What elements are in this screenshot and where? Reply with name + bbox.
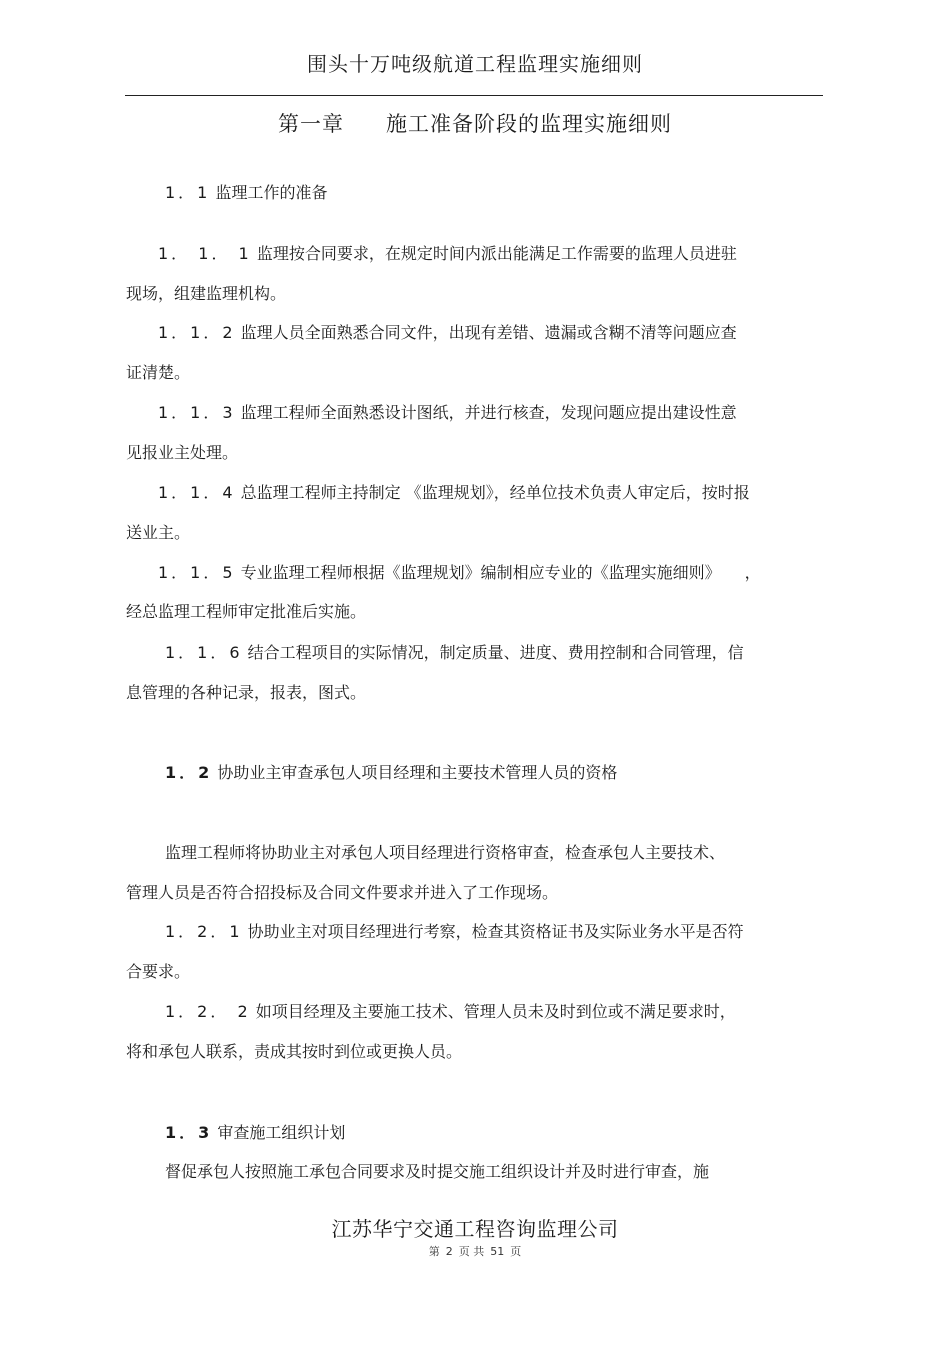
section-heading-1-2: [165, 762, 617, 784]
section-title: 协助业主审查承包人项目经理和主要技术管理人员的资格: [217, 763, 618, 782]
clause-1-1-3-continuation: 见报业主处理。: [126, 443, 239, 462]
page-mid: 页 共: [458, 1245, 485, 1258]
clause-1-1-2: [158, 322, 737, 344]
clause-text: 结合工程项目的实际情况，制定质量、进度、费用控制和合同管理，信: [247, 643, 744, 662]
clause-number: 1．1．5: [158, 563, 236, 582]
clause-1-1-5: [158, 562, 761, 584]
clause-number: 1．2．1: [165, 922, 243, 941]
clause-1-2-2-continuation: 将和承包人联系，责成其按时到位或更换人员。: [126, 1042, 463, 1061]
clause-1-1-2-continuation: 证清楚。: [126, 363, 191, 382]
clause-text: 专业监理工程师根据《监理规划》编制相应专业的《监理实施细则》 ，: [240, 563, 761, 582]
chapter-name: 施工准备阶段的监理实施细则: [386, 112, 672, 136]
clause-text: 总监理工程师主持制定 《监理规划》，经单位技术负责人审定后，按时报: [240, 483, 750, 502]
clause-text: 监理人员全面熟悉合同文件，出现有差错、遗漏或含糊不清等问题应查: [240, 323, 737, 342]
clause-1-1-1-continuation: 现场，组建监理机构。: [126, 284, 287, 303]
section-1-2-intro: 监理工程师将协助业主对承包人项目经理进行资格审查，检查承包人主要技术、: [165, 843, 726, 862]
clause-1-1-4-continuation: 送业主。: [126, 523, 191, 542]
section-title: 审查施工组织计划: [217, 1123, 346, 1142]
clause-1-1-5-continuation: 经总监理工程师审定批准后实施。: [126, 602, 367, 621]
document-header-title: 围头十万吨级航道工程监理实施细则: [307, 52, 643, 76]
clause-1-1-3: [158, 402, 737, 424]
clause-text: 如项目经理及主要施工技术、管理人员未及时到位或不满足要求时，: [255, 1002, 736, 1021]
section-number: 1．2: [165, 763, 213, 782]
clause-text: 协助业主对项目经理进行考察，检查其资格证书及实际业务水平是否符: [247, 922, 744, 941]
clause-1-1-4: [158, 482, 750, 504]
page-suffix: 页: [510, 1245, 522, 1258]
footer-company-name: 江苏华宁交通工程咨询监理公司: [331, 1217, 619, 1241]
page-number: [0, 1243, 950, 1259]
chapter-title: [0, 108, 950, 138]
clause-text: 监理工程师全面熟悉设计图纸，并进行核查，发现问题应提出建设性意: [240, 403, 737, 422]
section-1-2-intro-continuation: 管理人员是否符合招投标及合同文件要求并进入了工作现场。: [126, 883, 559, 902]
total-pages: 51: [490, 1245, 505, 1258]
chapter-number: 第一章: [278, 112, 344, 136]
section-heading-1-3: [165, 1122, 345, 1144]
section-1-3-intro: 督促承包人按照施工承包合同要求及时提交施工组织设计并及时进行审查，施: [165, 1162, 710, 1181]
clause-1-2-1-continuation: 合要求。: [126, 962, 191, 981]
section-number: 1．1: [165, 183, 211, 202]
clause-number: 1．2． 2: [165, 1002, 251, 1021]
current-page: 2: [445, 1245, 453, 1258]
section-number: 1．3: [165, 1123, 213, 1142]
clause-text: 监理按合同要求，在规定时间内派出能满足工作需要的监理人员进驻: [256, 244, 737, 263]
clause-1-2-1: [165, 921, 744, 943]
clause-number: 1．1．4: [158, 483, 236, 502]
header-divider: [125, 95, 823, 96]
clause-number: 1．1．3: [158, 403, 236, 422]
clause-1-1-1: [158, 243, 737, 265]
clause-1-1-6: [165, 642, 744, 664]
clause-number: 1．1．2: [158, 323, 236, 342]
page-prefix: 第: [428, 1245, 440, 1258]
clause-1-2-2: [165, 1001, 736, 1023]
section-title: 监理工作的准备: [215, 183, 328, 202]
clause-1-1-6-continuation: 息管理的各种记录，报表，图式。: [126, 683, 367, 702]
clause-number: 1． 1． 1: [158, 244, 252, 263]
section-heading-1-1: [165, 182, 327, 204]
clause-number: 1．1．6: [165, 643, 243, 662]
